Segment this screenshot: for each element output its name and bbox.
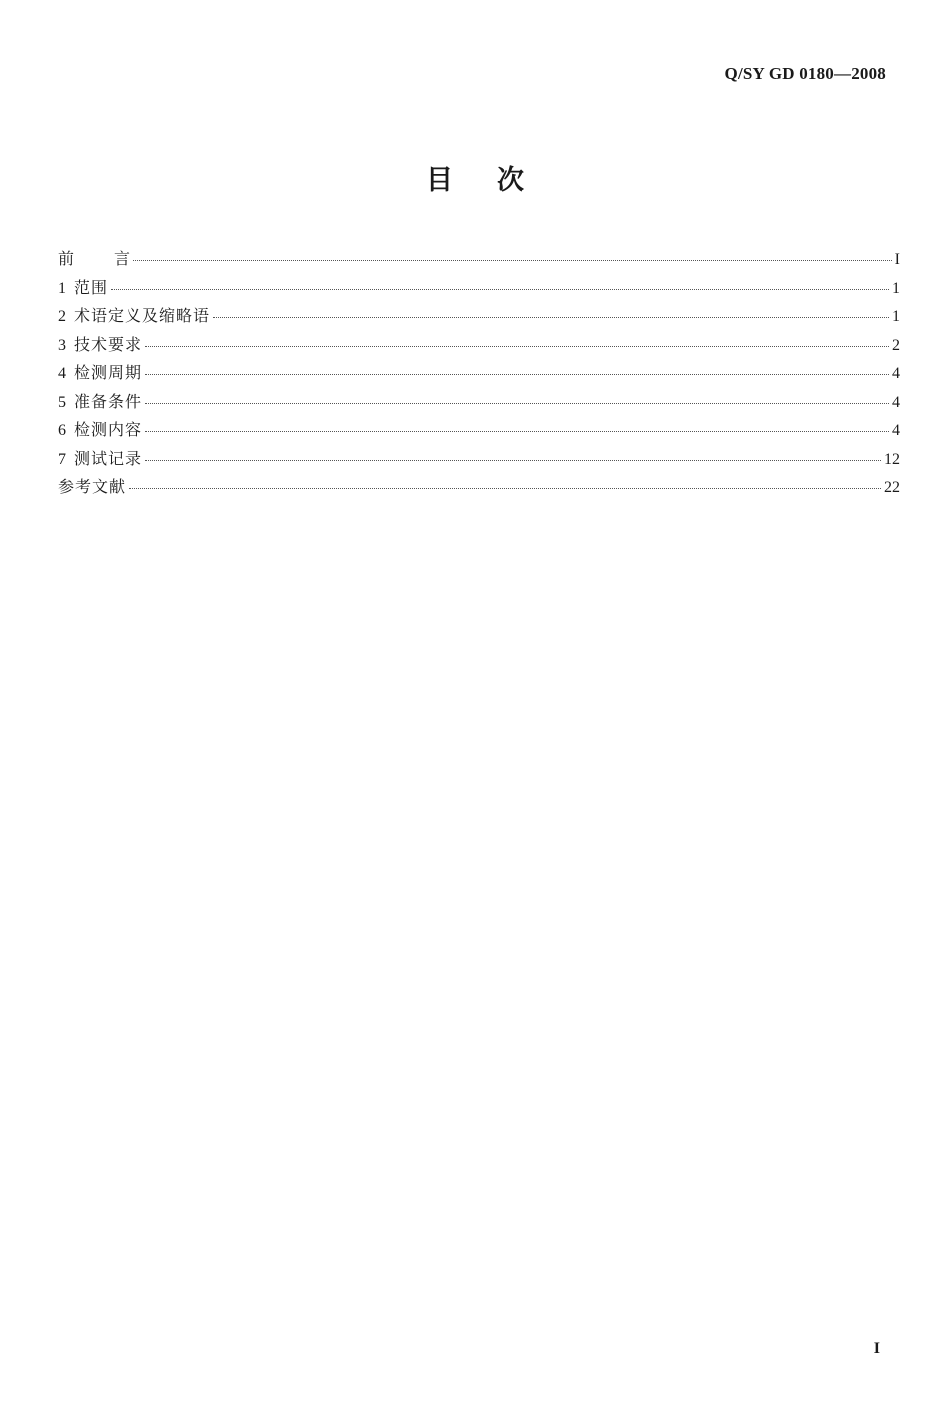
title-part-1: 目 [426,165,453,196]
toc-entry-6[interactable] [58,417,900,446]
toc-entry-page: 4 [892,365,900,382]
toc-entry-label [58,417,142,440]
toc-entry-page: I [894,251,900,268]
toc-entry-label [58,332,142,355]
page-number: I [873,1340,880,1357]
toc-entry-number: 1 [58,279,66,297]
toc-entry-number: 7 [58,450,66,468]
dot-leader [129,488,881,489]
toc-entry-4[interactable] [58,360,900,389]
title-part-2: 次 [497,165,524,196]
table-of-contents [58,246,900,503]
toc-entry-page: 22 [884,479,900,496]
dot-leader [145,374,889,375]
standard-code: Q/SY GD 0180—2008 [724,64,886,83]
toc-entry-2[interactable] [58,303,900,332]
toc-entry-3[interactable] [58,332,900,361]
dot-leader [213,317,889,318]
toc-entry-label [58,389,142,412]
dot-leader [111,289,889,290]
toc-entry-page: 12 [884,450,900,468]
toc-entry-label [58,360,142,383]
dot-leader [145,403,889,404]
toc-entry-label [58,446,142,469]
toc-entry-page: 1 [892,279,900,297]
toc-entry-label [58,246,130,269]
dot-leader [145,346,889,347]
toc-entry-page: 2 [892,336,900,354]
toc-entry-label [58,275,108,298]
page-title [0,158,950,197]
toc-entry-5[interactable] [58,389,900,418]
toc-entry-text: 范围 [74,277,109,297]
toc-entry-label [58,303,210,326]
toc-entry-number: 3 [58,336,66,354]
toc-entry-preface[interactable] [58,246,900,275]
toc-entry-label: 参考文献 [58,477,127,496]
toc-entry-number: 5 [58,393,66,411]
dot-leader [133,260,892,261]
toc-entry-page: 1 [892,308,900,325]
toc-entry-text: 检测周期 [74,363,143,382]
dot-leader [145,431,889,432]
toc-entry-1[interactable] [58,275,900,304]
toc-entry-page: 4 [892,393,900,411]
toc-entry-text: 检测内容 [74,420,143,439]
toc-entry-text: 准备条件 [74,391,143,411]
toc-entry-number: 4 [58,365,66,382]
toc-entry-page: 4 [892,422,900,439]
toc-entry-7[interactable] [58,446,900,475]
toc-entry-text: 术语定义及缩略语 [74,306,211,325]
toc-entry-number: 2 [58,308,66,325]
preface-part-2: 言 [114,249,131,268]
toc-entry-references[interactable] [58,474,900,503]
toc-entry-text: 测试记录 [74,448,143,468]
toc-entry-text: 技术要求 [74,334,143,354]
preface-part-1: 前 [58,249,75,268]
toc-entry-number: 6 [58,422,66,439]
dot-leader [145,460,881,461]
